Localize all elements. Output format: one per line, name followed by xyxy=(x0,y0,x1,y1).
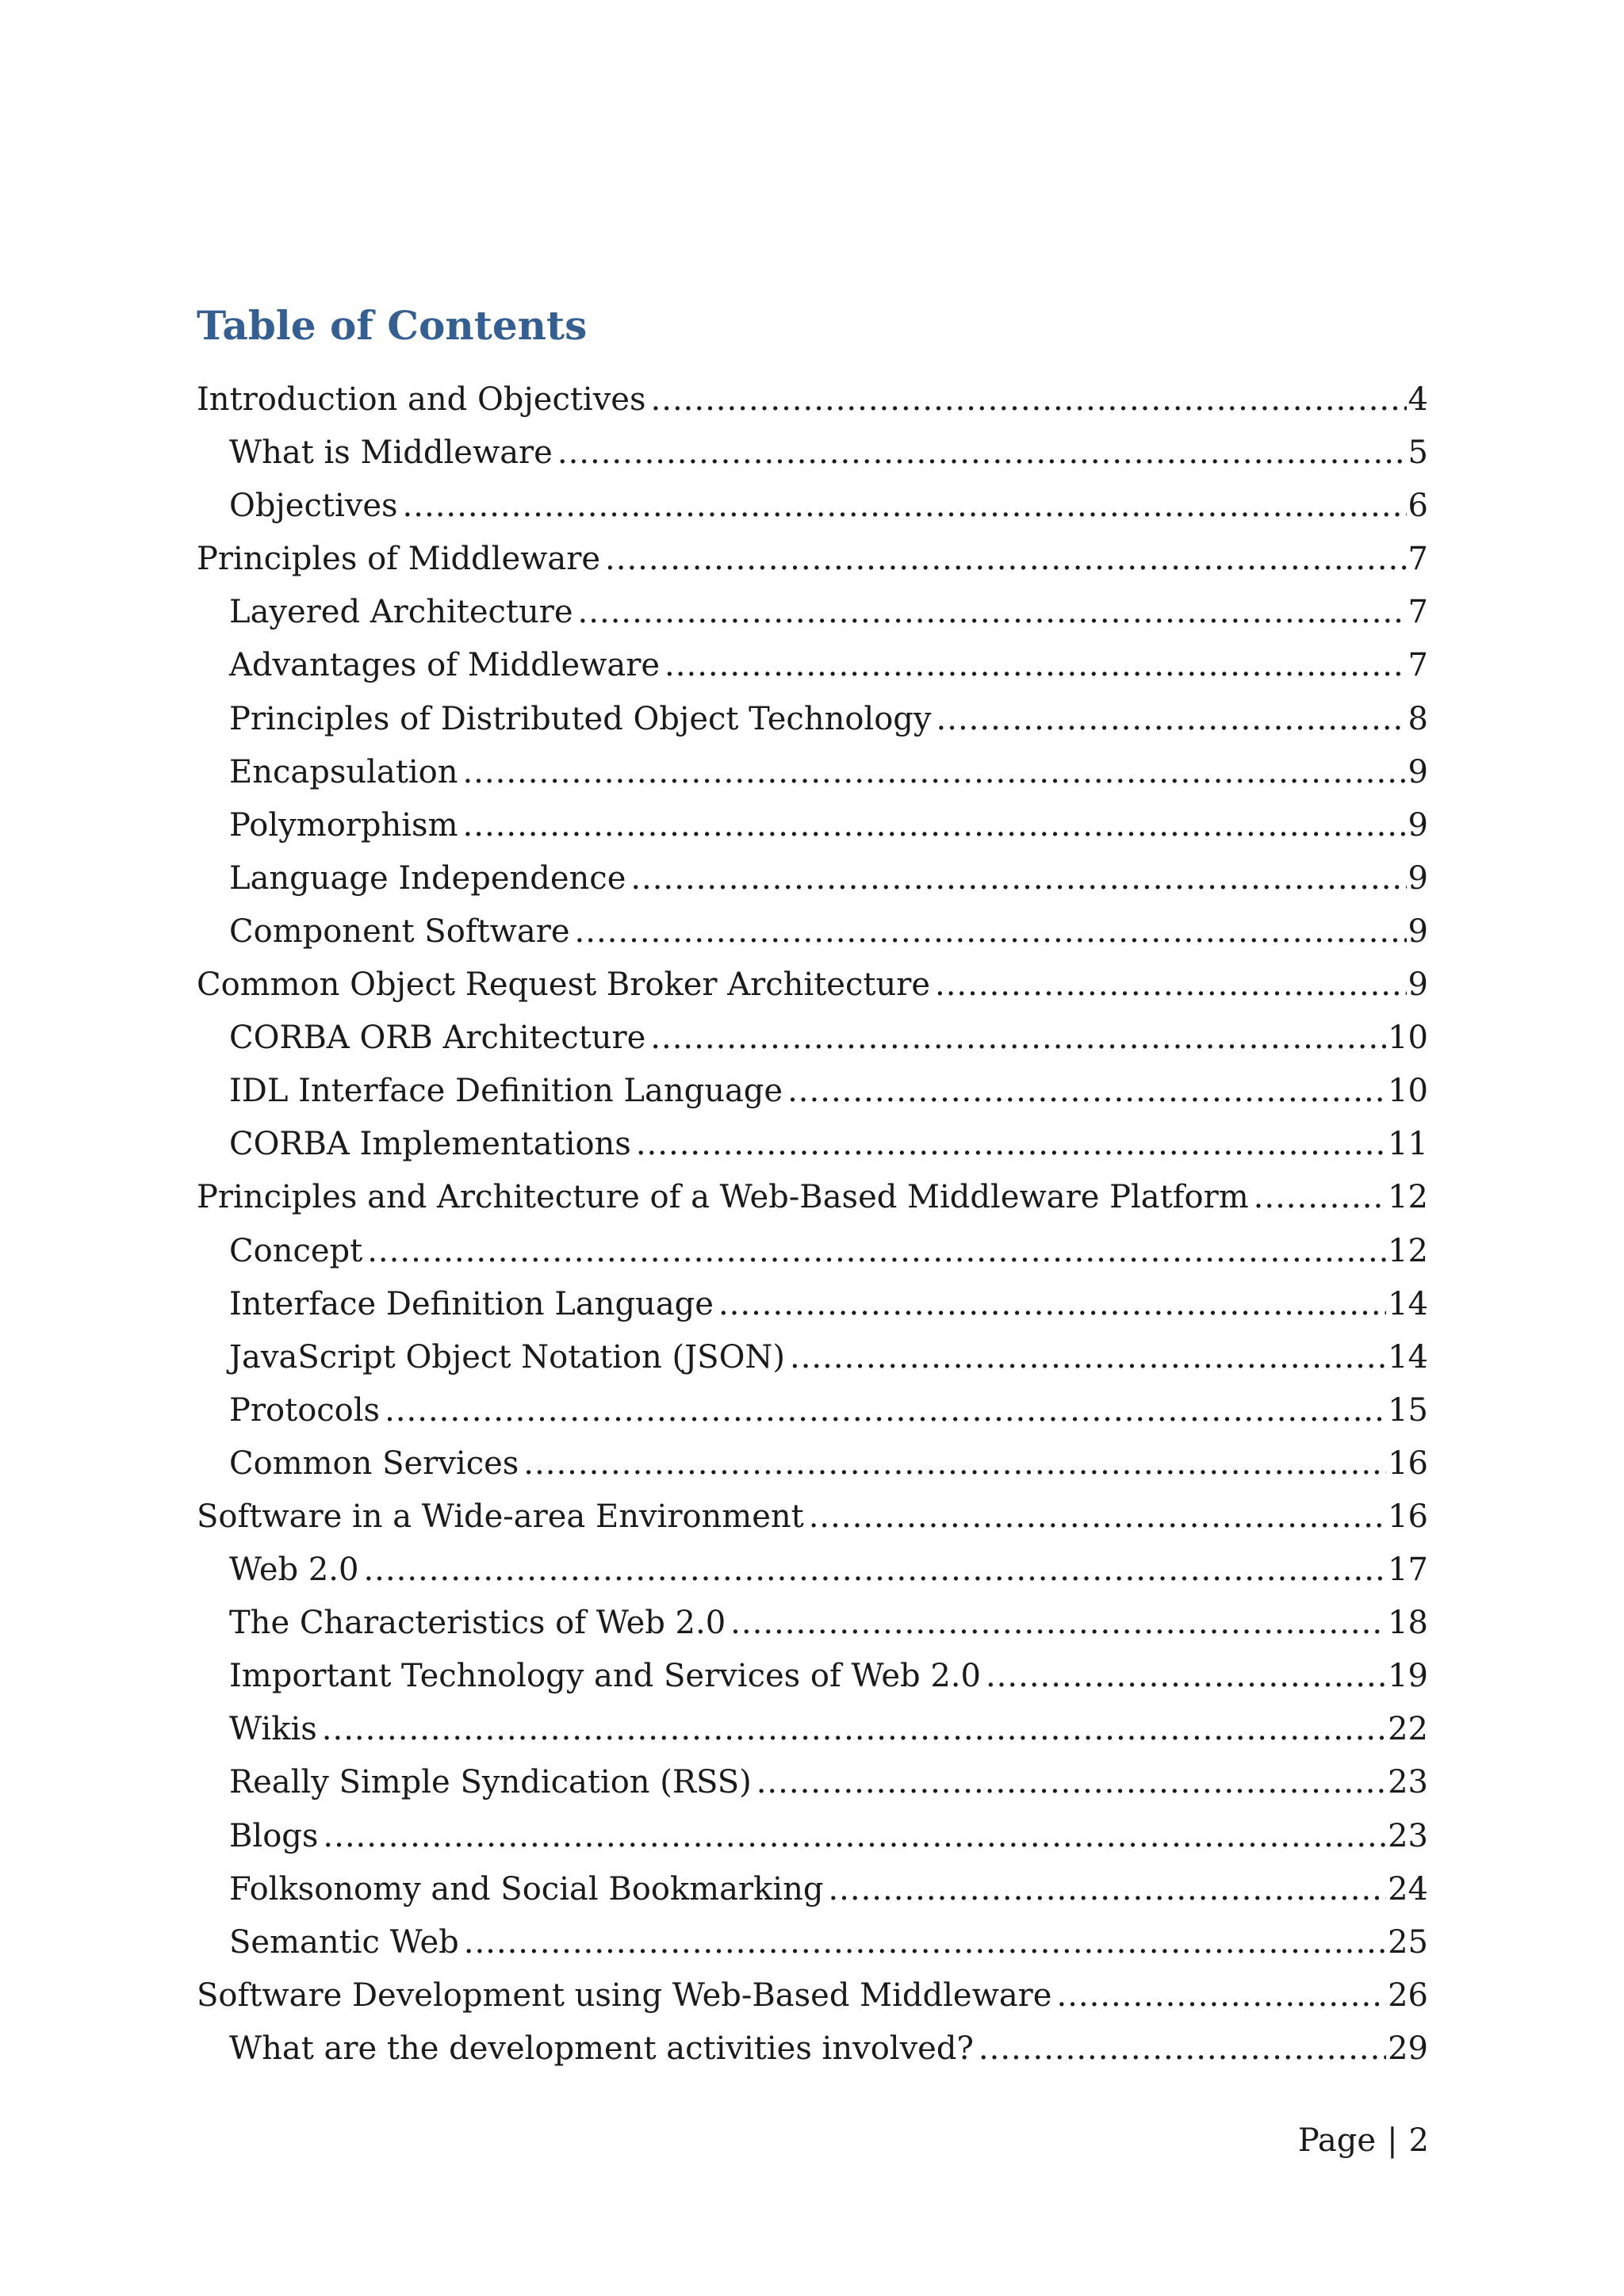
toc-dot-leader xyxy=(828,1863,1386,1916)
toc-dot-leader xyxy=(935,959,1407,1012)
toc-dot-leader xyxy=(756,1756,1386,1809)
toc-dot-leader xyxy=(986,1650,1386,1703)
toc-entry[interactable] xyxy=(197,1012,1428,1065)
toc-entry[interactable] xyxy=(197,1490,1428,1544)
toc-entry-page-number: 9 xyxy=(1408,859,1428,897)
page-label: Page xyxy=(1297,2122,1377,2159)
toc-entry-title: Folksonomy and Social Bookmarking xyxy=(229,1870,824,1908)
toc-entry-title: CORBA ORB Architecture xyxy=(229,1020,646,1057)
toc-entry[interactable] xyxy=(197,1437,1428,1490)
toc-entry-title: Interface Definition Language xyxy=(229,1285,714,1322)
toc-entry-page-number: 12 xyxy=(1388,1232,1428,1269)
toc-dot-leader xyxy=(557,427,1407,480)
toc-entry-title: CORBA Implementations xyxy=(229,1126,631,1163)
toc-dot-leader xyxy=(462,746,1406,799)
toc-entry-title: Component Software xyxy=(229,913,570,950)
toc-entry-title: Layered Architecture xyxy=(229,594,573,631)
toc-entry-title: Polymorphism xyxy=(229,806,458,844)
toc-entry[interactable] xyxy=(197,799,1428,852)
toc-entry[interactable] xyxy=(197,1384,1428,1437)
toc-entry[interactable] xyxy=(197,1331,1428,1384)
toc-dot-leader xyxy=(730,1597,1386,1650)
toc-entry[interactable] xyxy=(197,1171,1428,1224)
toc-entry-title: Common Object Request Broker Architecture xyxy=(197,966,930,1004)
toc-entry-title: Important Technology and Services of Web 2.0 xyxy=(229,1658,981,1695)
toc-entry-page-number: 16 xyxy=(1388,1498,1428,1535)
toc-entry[interactable] xyxy=(197,1597,1428,1650)
toc-entry-title: Principles and Architecture of a Web-Based Middleware Platform xyxy=(197,1179,1249,1216)
toc-entry-title: What are the development activities involved? xyxy=(229,2030,974,2067)
toc-dot-leader xyxy=(651,373,1407,427)
toc-entry[interactable] xyxy=(197,1278,1428,1331)
toc-dot-leader xyxy=(665,639,1407,692)
toc-dot-leader xyxy=(636,1118,1386,1171)
toc-dot-leader xyxy=(575,905,1407,959)
toc-entry-title: JavaScript Object Notation (JSON) xyxy=(229,1338,785,1376)
toc-entry-page-number: 29 xyxy=(1388,2030,1428,2067)
toc-list xyxy=(197,373,1428,2076)
toc-entry-title: Really Simple Syndication (RSS) xyxy=(229,1764,752,1801)
toc-entry[interactable] xyxy=(197,1703,1428,1756)
toc-entry-title: Wikis xyxy=(229,1711,317,1748)
toc-entry-page-number: 9 xyxy=(1408,966,1428,1004)
toc-entry[interactable] xyxy=(197,852,1428,905)
page-number: 2 xyxy=(1408,2122,1429,2159)
toc-entry-page-number: 15 xyxy=(1388,1391,1428,1429)
toc-dot-leader xyxy=(630,852,1406,905)
toc-entry-title: Semantic Web xyxy=(229,1923,459,1961)
toc-entry[interactable] xyxy=(197,746,1428,799)
toc-entry-page-number: 9 xyxy=(1408,913,1428,950)
toc-entry-page-number: 5 xyxy=(1408,434,1428,472)
toc-entry-page-number: 11 xyxy=(1388,1126,1428,1163)
toc-entry-title: Advantages of Middleware xyxy=(229,647,661,684)
toc-dot-leader xyxy=(650,1012,1386,1065)
toc-dot-leader xyxy=(578,586,1407,639)
toc-entry[interactable] xyxy=(197,1863,1428,1916)
toc-entry-page-number: 14 xyxy=(1388,1285,1428,1322)
toc-entry[interactable] xyxy=(197,480,1428,533)
toc-entry-page-number: 10 xyxy=(1388,1073,1428,1110)
toc-entry-page-number: 10 xyxy=(1388,1020,1428,1057)
toc-dot-leader xyxy=(790,1331,1386,1384)
toc-entry-title: What is Middleware xyxy=(229,434,553,472)
toc-entry[interactable] xyxy=(197,1756,1428,1809)
toc-dot-leader xyxy=(403,480,1407,533)
toc-dot-leader xyxy=(385,1384,1386,1437)
toc-entry[interactable] xyxy=(197,1544,1428,1597)
page-footer xyxy=(1298,2118,1429,2163)
toc-entry[interactable] xyxy=(197,373,1428,427)
toc-entry-title: Protocols xyxy=(229,1391,381,1429)
toc-entry-title: Language Independence xyxy=(229,859,626,897)
toc-entry-title: Software in a Wide-area Environment xyxy=(197,1498,804,1535)
toc-entry-title: Objectives xyxy=(229,488,398,525)
toc-dot-leader xyxy=(605,533,1407,586)
toc-dot-leader xyxy=(1254,1171,1386,1224)
toc-entry-title: Concept xyxy=(229,1232,363,1269)
toc-dot-leader xyxy=(787,1065,1386,1118)
toc-entry-title: Encapsulation xyxy=(229,753,458,790)
toc-dot-leader xyxy=(367,1225,1386,1278)
toc-entry-page-number: 17 xyxy=(1388,1552,1428,1589)
toc-entry-page-number: 8 xyxy=(1408,700,1428,737)
toc-entry[interactable] xyxy=(197,1065,1428,1118)
toc-dot-leader xyxy=(363,1544,1386,1597)
toc-entry[interactable] xyxy=(197,427,1428,480)
toc-entry-page-number: 18 xyxy=(1388,1605,1428,1642)
page-separator: | xyxy=(1387,2122,1398,2159)
toc-entry-page-number: 7 xyxy=(1408,541,1428,578)
toc-entry[interactable] xyxy=(197,1916,1428,1969)
toc-dot-leader xyxy=(1056,1969,1386,2022)
toc-entry-page-number: 9 xyxy=(1408,753,1428,790)
toc-entry-page-number: 24 xyxy=(1388,1870,1428,1908)
toc-dot-leader xyxy=(322,1703,1386,1756)
toc-entry[interactable] xyxy=(197,586,1428,639)
toc-entry-page-number: 16 xyxy=(1388,1445,1428,1482)
toc-dot-leader xyxy=(718,1278,1386,1331)
toc-entry[interactable] xyxy=(197,639,1428,692)
toc-entry-page-number: 14 xyxy=(1388,1338,1428,1376)
toc-entry-page-number: 23 xyxy=(1388,1764,1428,1801)
toc-dot-leader xyxy=(523,1437,1386,1490)
toc-entry-title: Introduction and Objectives xyxy=(197,381,646,418)
toc-entry[interactable] xyxy=(197,905,1428,959)
toc-entry-title: Software Development using Web-Based Middleware xyxy=(197,1976,1052,2014)
toc-entry-page-number: 19 xyxy=(1388,1658,1428,1695)
toc-entry-page-number: 22 xyxy=(1388,1711,1428,1748)
toc-entry-title: The Characteristics of Web 2.0 xyxy=(229,1605,726,1642)
toc-entry-page-number: 23 xyxy=(1388,1817,1428,1854)
toc-entry[interactable] xyxy=(197,533,1428,586)
toc-dot-leader xyxy=(464,1916,1386,1969)
toc-entry-title: Common Services xyxy=(229,1445,519,1482)
toc-entry-title: Principles of Middleware xyxy=(197,541,601,578)
toc-entry-page-number: 26 xyxy=(1388,1976,1428,2014)
toc-dot-leader xyxy=(936,693,1407,746)
toc-entry[interactable] xyxy=(197,1225,1428,1278)
toc-dot-leader xyxy=(979,2022,1386,2076)
toc-entry-page-number: 4 xyxy=(1408,381,1428,418)
toc-entry-title: Blogs xyxy=(229,1817,319,1854)
toc-entry[interactable] xyxy=(197,1810,1428,1863)
toc-entry[interactable] xyxy=(197,1969,1428,2022)
toc-entry[interactable] xyxy=(197,1650,1428,1703)
toc-entry-page-number: 25 xyxy=(1388,1923,1428,1961)
toc-entry[interactable] xyxy=(197,959,1428,1012)
toc-entry[interactable] xyxy=(197,2022,1428,2076)
toc-entry-title: IDL Interface Definition Language xyxy=(229,1073,783,1110)
toc-entry-page-number: 6 xyxy=(1408,488,1428,525)
toc-entry-page-number: 12 xyxy=(1388,1179,1428,1216)
toc-entry-title: Principles of Distributed Object Technology xyxy=(229,700,932,737)
toc-dot-leader xyxy=(323,1810,1386,1863)
toc-entry-page-number: 7 xyxy=(1408,647,1428,684)
toc-heading: Table of Contents xyxy=(197,302,588,349)
toc-entry-page-number: 7 xyxy=(1408,594,1428,631)
toc-dot-leader xyxy=(809,1490,1386,1544)
toc-dot-leader xyxy=(463,799,1407,852)
toc-entry-title: Web 2.0 xyxy=(229,1552,359,1589)
toc-entry-page-number: 9 xyxy=(1408,806,1428,844)
toc-entry[interactable] xyxy=(197,1118,1428,1171)
toc-entry[interactable] xyxy=(197,693,1428,746)
